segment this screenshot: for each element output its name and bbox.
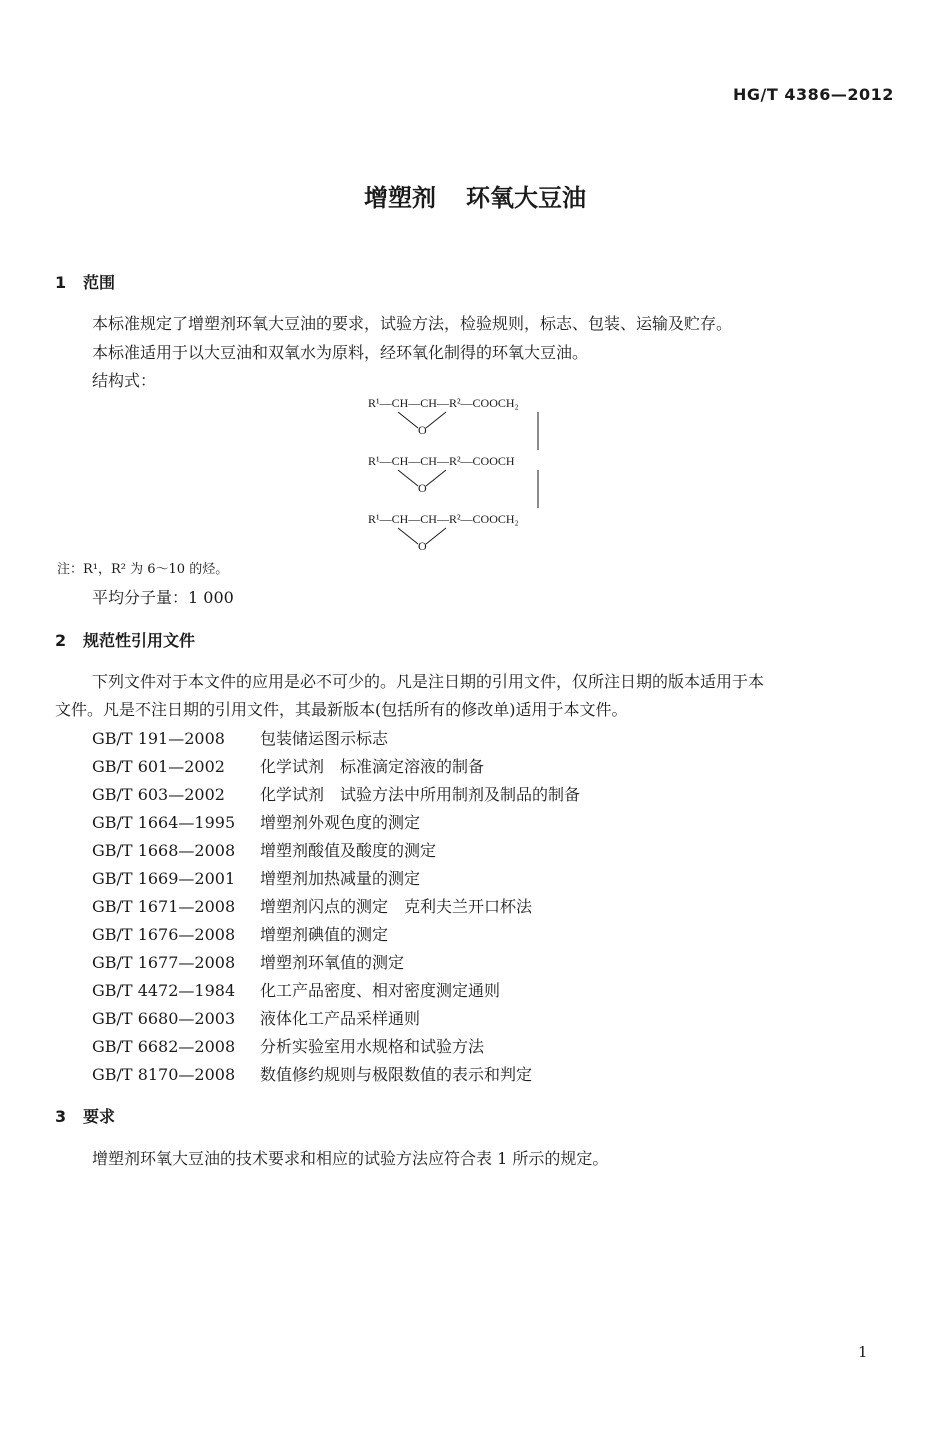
reference-title: 增塑剂加热减量的测定 bbox=[260, 869, 421, 888]
reference-title: 分析实验室用水规格和试验方法 bbox=[260, 1037, 485, 1056]
document-title bbox=[0, 178, 950, 213]
reference-code: GB/T 601—2002 bbox=[92, 757, 225, 776]
reference-code: GB/T 1669—2001 bbox=[92, 869, 236, 888]
reference-row bbox=[92, 838, 436, 861]
reference-code: GB/T 8170—2008 bbox=[92, 1065, 236, 1084]
references-intro-line-1: 下列文件对于本文件的应用是必不可少的。凡是注日期的引用文件，仅所注日期的版本适用于本 bbox=[92, 672, 765, 691]
formula-oxygen-2: O bbox=[418, 481, 427, 495]
section-1-title: 范围 bbox=[83, 273, 116, 292]
reference-title: 增塑剂外观色度的测定 bbox=[260, 813, 421, 832]
epoxide-bond-2a bbox=[398, 470, 418, 486]
formula-oxygen-1: O bbox=[418, 423, 427, 437]
title-part-1: 增塑剂 bbox=[364, 184, 436, 212]
formula-note: 注：R¹，R² 为 6～10 的烃。 bbox=[57, 562, 229, 577]
epoxide-bond-3b bbox=[426, 528, 446, 544]
reference-row bbox=[92, 978, 500, 1001]
reference-code: GB/T 603—2002 bbox=[92, 785, 225, 804]
reference-title: 化工产品密度、相对密度测定通则 bbox=[260, 981, 501, 1000]
reference-row bbox=[92, 866, 420, 889]
epoxide-bond-1a bbox=[398, 412, 418, 428]
reference-row bbox=[92, 894, 532, 917]
formula-row-3: R¹—CH—CH—R²—COOCH₂ bbox=[368, 512, 519, 526]
scope-paragraph-2: 本标准适用于以大豆油和双氧水为原料，经环氧化制得的环氧大豆油。 bbox=[92, 343, 589, 362]
standard-code: HG/T 4386—2012 bbox=[733, 85, 894, 104]
scope-paragraph-1: 本标准规定了增塑剂环氧大豆油的要求，试验方法，检验规则，标志、包装、运输及贮存。 bbox=[92, 314, 733, 333]
reference-row bbox=[92, 782, 580, 805]
reference-row bbox=[92, 726, 388, 749]
reference-title: 数值修约规则与极限数值的表示和判定 bbox=[260, 1065, 533, 1084]
formula-row-2: R¹—CH—CH—R²—COOCH bbox=[368, 454, 515, 468]
reference-code: GB/T 1676—2008 bbox=[92, 925, 236, 944]
reference-code: GB/T 4472—1984 bbox=[92, 981, 236, 1000]
reference-row bbox=[92, 1034, 484, 1057]
reference-code: GB/T 1677—2008 bbox=[92, 953, 236, 972]
reference-row bbox=[92, 950, 404, 973]
section-1-number: 1 bbox=[55, 273, 67, 292]
section-2-title: 规范性引用文件 bbox=[83, 631, 196, 650]
epoxide-bond-2b bbox=[426, 470, 446, 486]
reference-code: GB/T 1668—2008 bbox=[92, 841, 236, 860]
reference-row bbox=[92, 754, 484, 777]
reference-code: GB/T 6680—2003 bbox=[92, 1009, 236, 1028]
reference-title: 增塑剂闪点的测定 克利夫兰开口杯法 bbox=[260, 897, 533, 916]
title-part-2: 环氧大豆油 bbox=[466, 184, 586, 212]
section-3-heading bbox=[55, 1104, 115, 1127]
reference-title: 增塑剂环氧值的测定 bbox=[260, 953, 405, 972]
references-intro-line-2: 文件。凡是不注日期的引用文件，其最新版本(包括所有的修改单)适用于本文件。 bbox=[55, 700, 628, 719]
reference-row bbox=[92, 1006, 420, 1029]
structure-label: 结构式： bbox=[92, 371, 157, 390]
reference-code: GB/T 1664—1995 bbox=[92, 813, 236, 832]
page-number: 1 bbox=[858, 1343, 868, 1361]
reference-title: 包装储运图示标志 bbox=[260, 729, 389, 748]
molecular-weight: 平均分子量：1 000 bbox=[92, 588, 234, 607]
reference-title: 化学试剂 试验方法中所用制剂及制品的制备 bbox=[260, 785, 581, 804]
section-2-number: 2 bbox=[55, 631, 67, 650]
section-1-heading bbox=[55, 270, 115, 293]
section-3-number: 3 bbox=[55, 1107, 67, 1126]
epoxide-bond-1b bbox=[426, 412, 446, 428]
reference-title: 增塑剂酸值及酸度的测定 bbox=[260, 841, 437, 860]
reference-title: 液体化工产品采样通则 bbox=[260, 1009, 421, 1028]
formula-row-1: R¹—CH—CH—R²—COOCH₂ bbox=[368, 396, 519, 410]
structural-formula bbox=[368, 390, 568, 560]
reference-code: GB/T 6682—2008 bbox=[92, 1037, 236, 1056]
section-2-heading bbox=[55, 628, 195, 651]
reference-title: 增塑剂碘值的测定 bbox=[260, 925, 389, 944]
structural-formula-svg bbox=[368, 390, 568, 560]
reference-row bbox=[92, 922, 388, 945]
requirements-paragraph: 增塑剂环氧大豆油的技术要求和相应的试验方法应符合表 1 所示的规定。 bbox=[92, 1149, 609, 1168]
reference-row bbox=[92, 1062, 532, 1085]
section-3-title: 要求 bbox=[83, 1107, 116, 1126]
reference-row bbox=[92, 810, 420, 833]
formula-oxygen-3: O bbox=[418, 539, 427, 553]
epoxide-bond-3a bbox=[398, 528, 418, 544]
reference-code: GB/T 191—2008 bbox=[92, 729, 225, 748]
reference-title: 化学试剂 标准滴定溶液的制备 bbox=[260, 757, 485, 776]
reference-code: GB/T 1671—2008 bbox=[92, 897, 236, 916]
